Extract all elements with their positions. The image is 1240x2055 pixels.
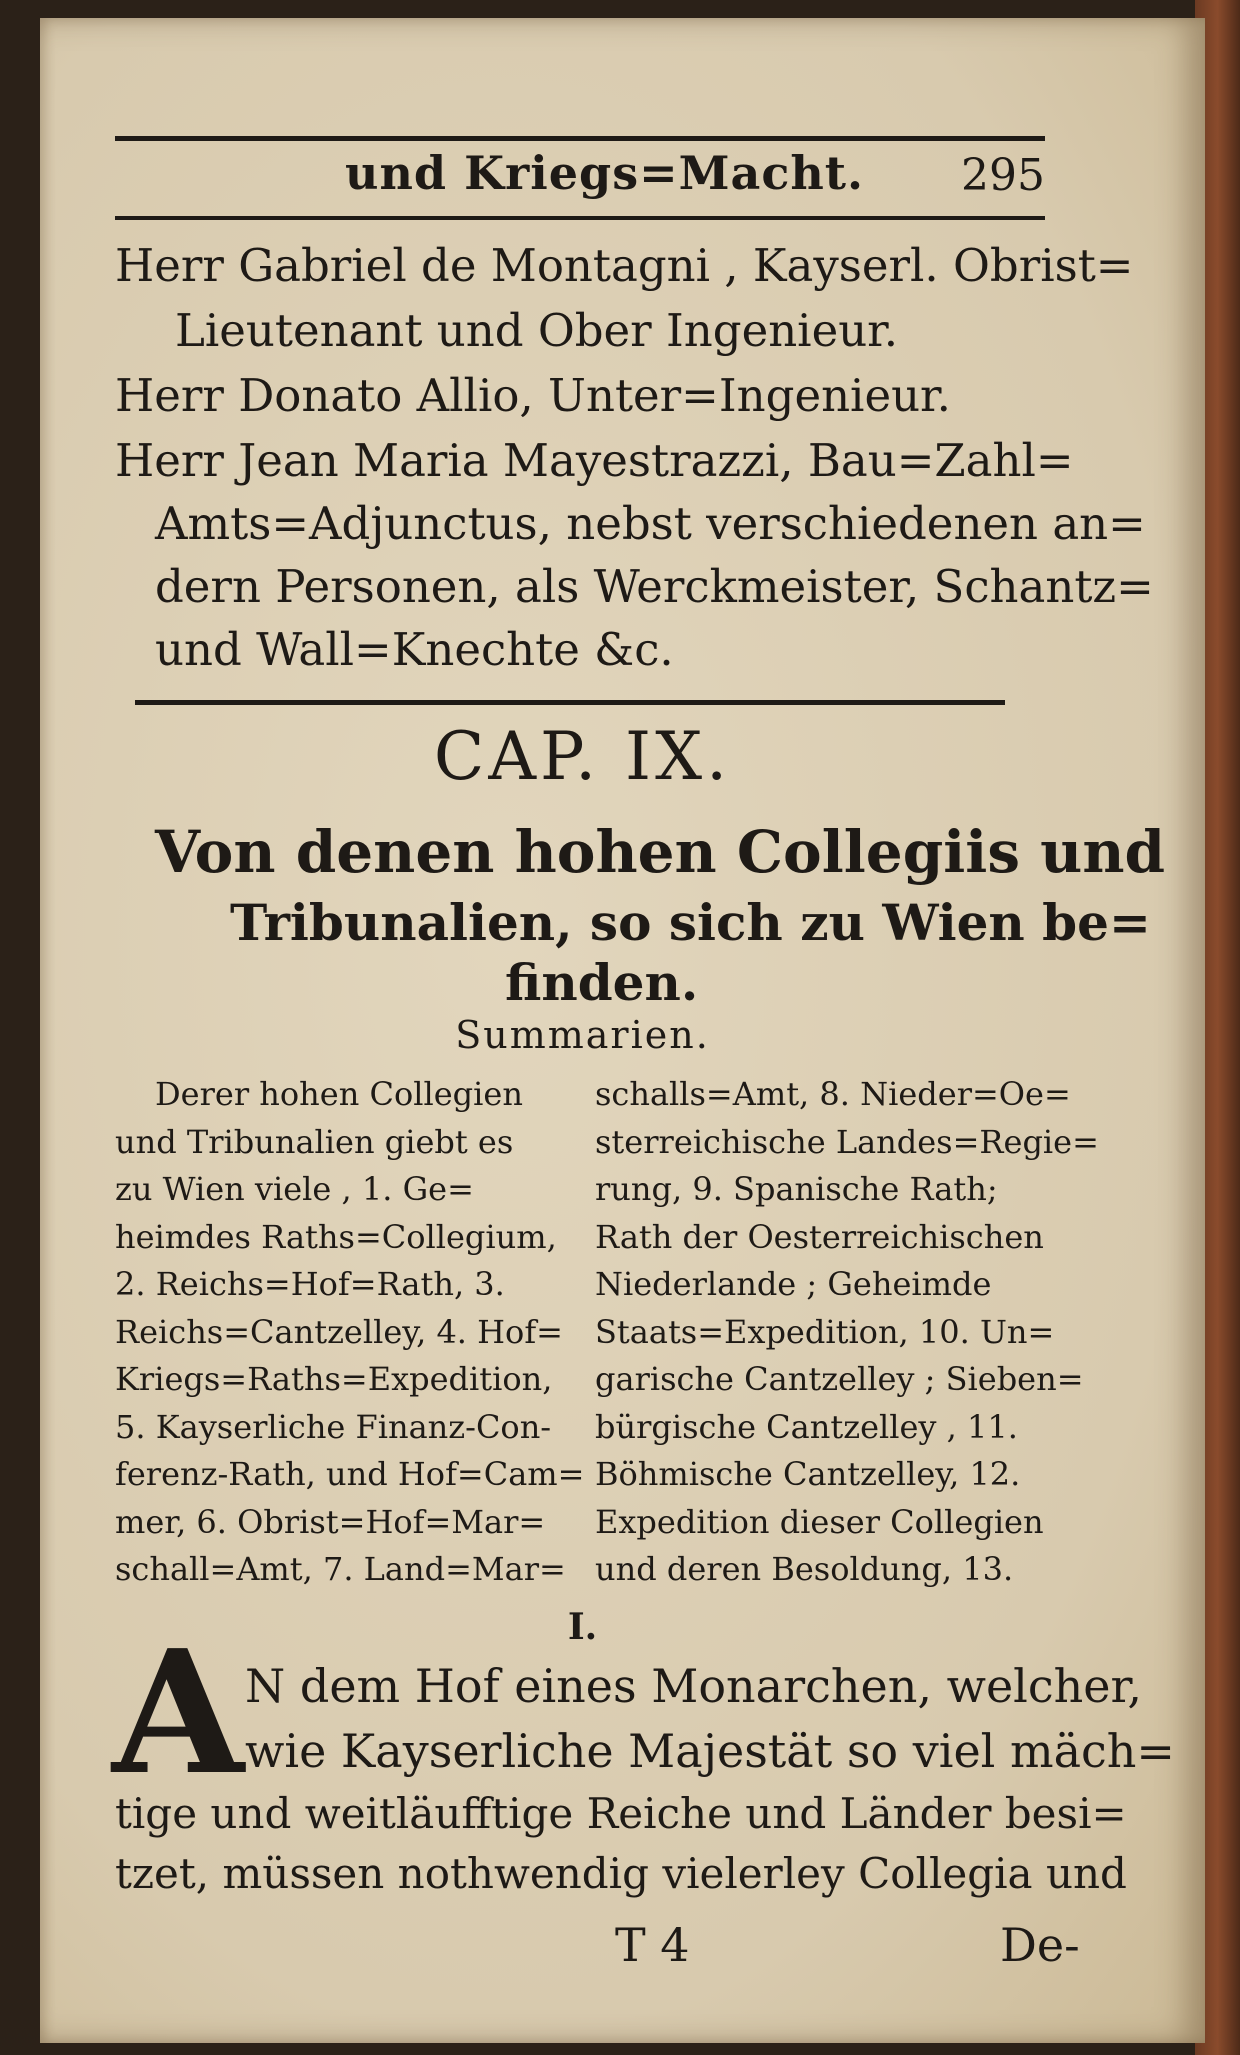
summary-left-line: mer, 6. Obrist=Hof=Mar=	[115, 1503, 546, 1541]
catchword: De-	[1000, 1918, 1080, 1972]
chapter-title-line: Von denen hohen Collegiis und	[155, 818, 1166, 886]
summary-right-line: Niederlande ; Geheimde	[595, 1265, 992, 1303]
summary-right-line: schalls=Amt, 8. Nieder=Oe=	[595, 1075, 1071, 1113]
summary-left-line: 5. Kayserliche Finanz-Con-	[115, 1408, 552, 1446]
entry-line: Lieutenant und Ober Ingenieur.	[175, 304, 899, 357]
summary-left-line: heimdes Raths=Collegium,	[115, 1218, 557, 1256]
running-title: und Kriegs=Macht.	[345, 146, 865, 200]
entry-line: Herr Donato Allio, Unter=Ingenieur.	[115, 369, 951, 422]
summary-heading: Summarien.	[455, 1013, 710, 1057]
summary-left-line: schall=Amt, 7. Land=Mar=	[115, 1550, 566, 1588]
summary-left-line: Reichs=Cantzelley, 4. Hof=	[115, 1313, 563, 1351]
section-number: I.	[567, 1606, 598, 1648]
summary-left-line: zu Wien viele , 1. Ge=	[115, 1170, 474, 1208]
page-number: 295	[961, 150, 1045, 201]
page-header	[115, 146, 1045, 208]
summary-right-line: und deren Besoldung, 13.	[595, 1550, 1014, 1588]
body-line: tzet, müssen nothwendig vielerley Collegia und	[115, 1849, 1127, 1898]
signature-mark: T 4	[615, 1918, 690, 1972]
summary-left-line: Kriegs=Raths=Expedition,	[115, 1360, 553, 1398]
entry-line: dern Personen, als Werckmeister, Schantz=	[155, 560, 1154, 613]
book-page	[40, 18, 1205, 2043]
chapter-rule	[135, 700, 1005, 705]
summary-left-line: und Tribunalien giebt es	[115, 1123, 514, 1161]
chapter-label: CAP. IX.	[433, 718, 732, 795]
summary-right-line: Staats=Expedition, 10. Un=	[595, 1313, 1055, 1351]
summary-right-line: Expedition dieser Collegien	[595, 1503, 1044, 1541]
summary-left-line: 2. Reichs=Hof=Rath, 3.	[115, 1265, 505, 1303]
summary-right-line: Rath der Oesterreichischen	[595, 1218, 1044, 1256]
summary-left-line: Derer hohen Collegien	[155, 1075, 523, 1113]
summary-right-line: sterreichische Landes=Regie=	[595, 1123, 1099, 1161]
summary-right-line: rung, 9. Spanische Rath;	[595, 1170, 998, 1208]
summary-right-line: garische Cantzelley ; Sieben=	[595, 1360, 1084, 1398]
header-top-rule	[115, 136, 1045, 141]
entry-line: Herr Gabriel de Montagni , Kayserl. Obrist=	[115, 239, 1134, 292]
entry-line: Amts=Adjunctus, nebst verschiedenen an=	[155, 497, 1146, 550]
body-line: tige und weitläufftige Reiche und Länder besi=	[115, 1789, 1127, 1838]
drop-cap: A	[112, 1613, 244, 1813]
entry-line: Herr Jean Maria Mayestrazzi, Bau=Zahl=	[115, 434, 1074, 487]
chapter-title-line: finden.	[505, 953, 699, 1012]
chapter-title-line: Tribunalien, so sich zu Wien be=	[230, 893, 1151, 952]
header-bottom-rule	[115, 216, 1045, 220]
body-line: N dem Hof eines Monarchen, welcher,	[245, 1659, 1143, 1713]
summary-right-line: bürgische Cantzelley , 11.	[595, 1408, 1018, 1446]
summary-right-line: Böhmische Cantzelley, 12.	[595, 1455, 1021, 1493]
summary-left-line: ferenz-Rath, und Hof=Cam=	[115, 1455, 585, 1493]
body-line: wie Kayserliche Majestät so viel mäch=	[245, 1724, 1175, 1778]
entry-line: und Wall=Knechte &c.	[155, 623, 674, 676]
